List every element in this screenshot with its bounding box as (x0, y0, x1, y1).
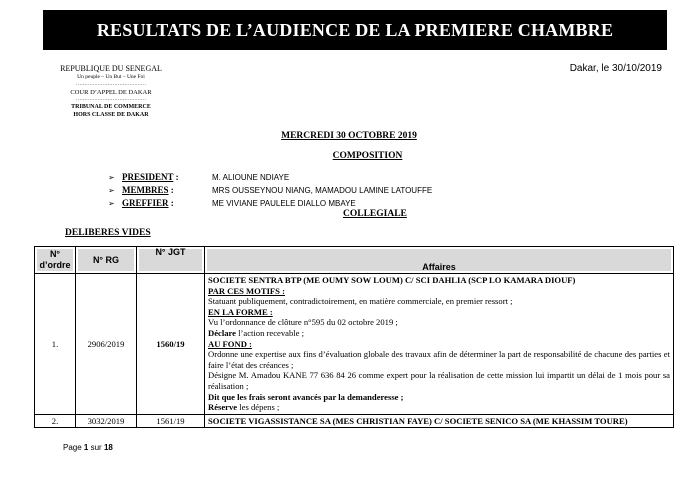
forme-text-2: l’action recevable ; (236, 327, 304, 338)
tribunal-name: TRIBUNAL DE COMMERCE (71, 104, 151, 110)
cell-jgt: 1561/19 (137, 414, 205, 428)
document-date: Dakar, le 30/10/2019 (569, 63, 662, 74)
page-of: sur (90, 443, 102, 452)
motifs-text: Statuant publiquement, contradictoirement, en matière commerciale, en premier ressort ; (208, 296, 513, 307)
page-number: 1 (83, 443, 89, 452)
forme-text-1: Vu l’ordonnance de clôture n°595 du 02 octobre 2019 ; (208, 317, 398, 328)
page-total: 18 (103, 443, 113, 452)
role-label: PRESIDENT (122, 172, 174, 182)
table-row (35, 274, 674, 415)
fond-text-1: Ordonne une expertise aux fins d’évaluation globale des travaux afin de déterminer la part de responsabilité de chacune des parties et faire l’état des créances ; (208, 349, 670, 370)
court-of-appeal: COUR D’APPEL DE DAKAR (70, 89, 152, 96)
republic-motto: Un peuple – Un But – Une Foi (77, 74, 145, 80)
col-header-affaires: Affaires (205, 247, 674, 274)
arrow-bullet-icon: ➢ (108, 199, 115, 208)
page-footer (63, 443, 113, 452)
page-label: Page (63, 443, 82, 452)
arrow-bullet-icon: ➢ (108, 186, 115, 195)
cell-jgt: 1560/19 (137, 274, 205, 415)
header-separator-2: …………………………………… (76, 97, 146, 102)
fond-text-2: Désigne M. Amadou KANE 77 636 84 26 comme expert pour la réalisation de cette mission lui impartit un délai de 1 mois pour sa réalisation ; (208, 370, 670, 391)
table-header-row (35, 247, 674, 274)
table-row (35, 414, 674, 428)
fond-label: AU FOND : (208, 338, 252, 349)
composition-title: COMPOSITION (332, 151, 403, 161)
composition-list (108, 171, 668, 210)
results-table (34, 246, 674, 428)
col-header-rg: N° RG (76, 247, 137, 274)
collegiale-label: COLLEGIALE (343, 209, 407, 219)
col-header-ordre: N° d’ordre (35, 247, 76, 274)
case-parties: SOCIETE SENTRA BTP (ME OUMY SOW LOUM) C/ SCI DAHLIA (SCP LO KAMARA DIOUF) (208, 275, 576, 285)
motifs-label: PAR CES MOTIFS : (208, 285, 285, 296)
cell-ordre: 1. (35, 274, 76, 415)
case-parties: SOCIETE VIGASSISTANCE SA (MES CHRISTIAN FAYE) C/ SOCIETE SENICO SA (ME KHASSIM TOURE) (208, 415, 628, 426)
fond-text-3: Dit que les frais seront avancés par la demanderesse ; (208, 391, 404, 402)
composition-members: ➢ MEMBRES : MRS OUSSEYNOU NIANG, MAMADOU LAMINE LATOUFFE (108, 185, 433, 195)
forme-verb: Déclare (208, 327, 236, 338)
cell-ordre: 2. (35, 414, 76, 428)
cell-rg: 3032/2019 (76, 414, 137, 428)
tribunal-class: HORS CLASSE DE DAKAR (73, 112, 149, 118)
role-value: ME VIVIANE PAULELE DIALLO MBAYE (212, 199, 356, 208)
page-banner-title: RESULTATS DE L’AUDIENCE DE LA PREMIERE CHAMBRE (43, 10, 667, 50)
cell-rg: 2906/2019 (76, 274, 137, 415)
role-label: MEMBRES (122, 185, 169, 195)
fond-verb: Réserve (208, 402, 238, 413)
forme-label: EN LA FORME : (208, 306, 273, 317)
republic-name: REPUBLIQUE DU SENEGAL (60, 64, 162, 73)
fond-text-4: les dépens ; (237, 402, 280, 413)
role-value: M. ALIOUNE NDIAYE (212, 173, 290, 182)
col-header-jgt: N° JGT (137, 247, 205, 274)
hearing-day-title: MERCREDI 30 OCTOBRE 2019 (281, 131, 417, 141)
composition-president: ➢ PRESIDENT : M. ALIOUNE NDIAYE (108, 172, 290, 182)
arrow-bullet-icon: ➢ (108, 173, 115, 182)
composition-clerk: ➢ GREFFIER : ME VIVIANE PAULELE DIALLO MBAYE (108, 198, 356, 208)
role-label: GREFFIER (122, 198, 169, 208)
role-value: MRS OUSSEYNOU NIANG, MAMADOU LAMINE LATOUFFE (212, 186, 433, 195)
header-separator: …………………………………… (76, 82, 146, 87)
cell-affaire (205, 274, 674, 415)
section-title: DELIBERES VIDES (65, 228, 151, 238)
court-header (52, 64, 170, 119)
